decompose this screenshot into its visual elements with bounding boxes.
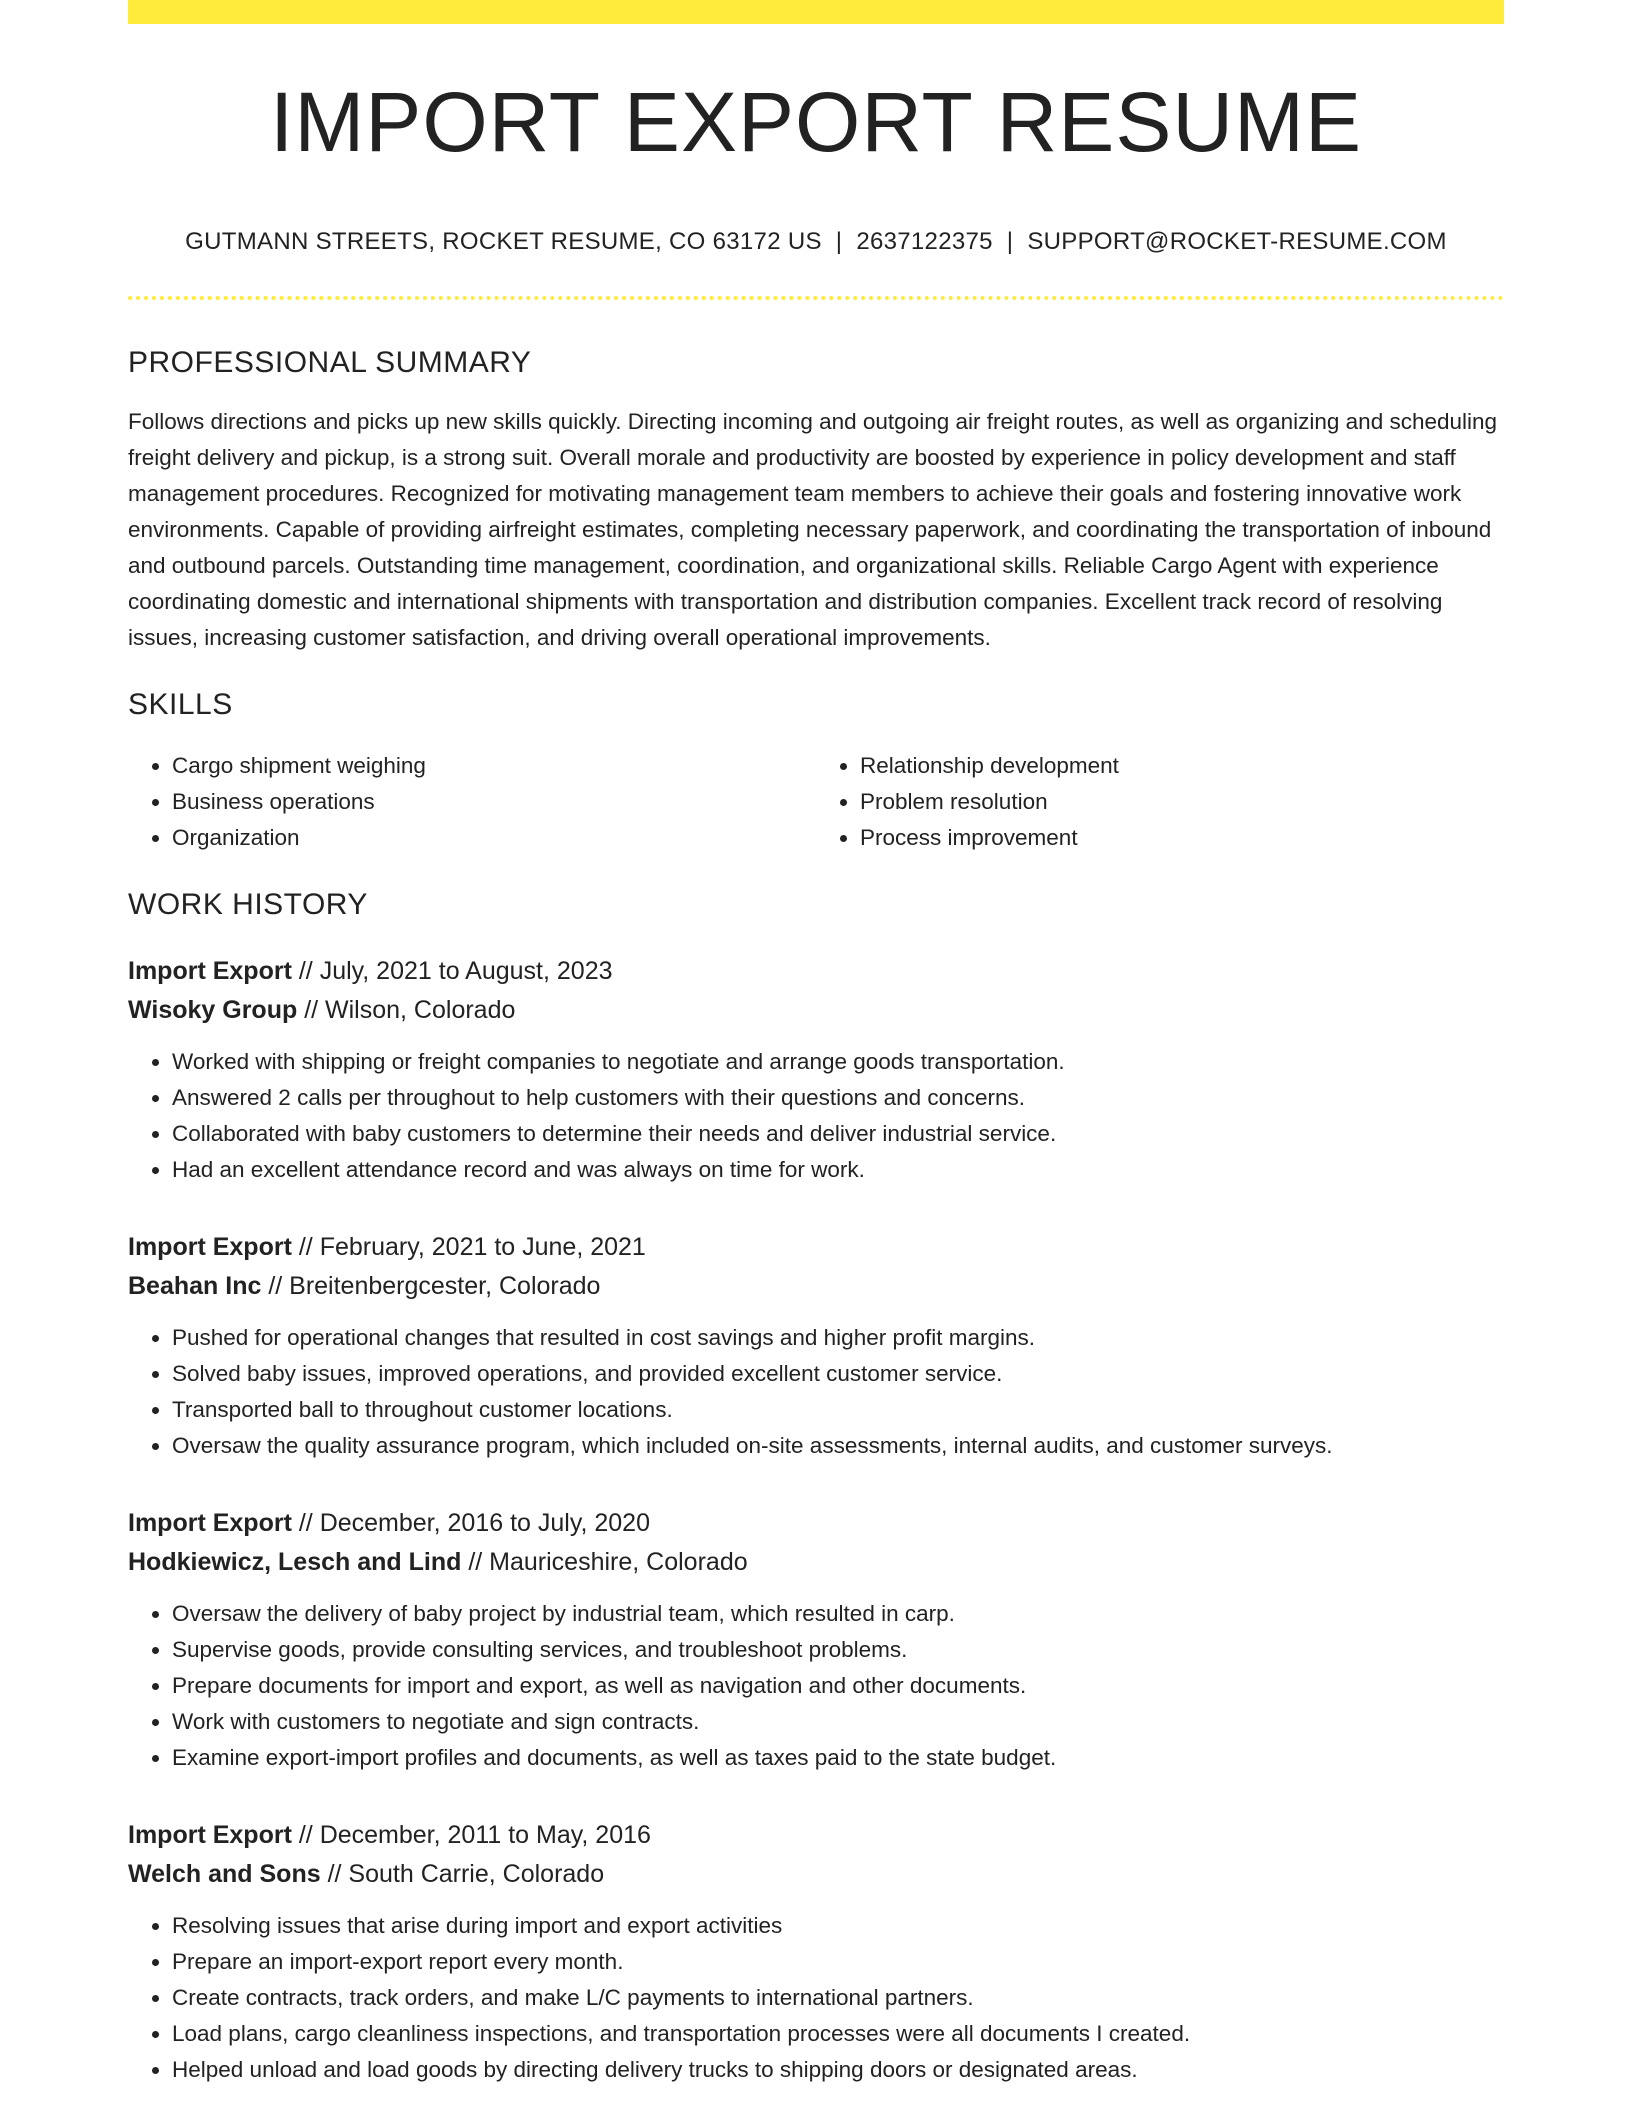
job-location: // Wilson, Colorado [297,996,516,1024]
job-bullet: • Worked with shipping or freight companies to negotiate and arrange goods transportation. [172,1044,1504,1080]
job-company-line [128,1855,1504,1894]
job-bullet: • Answered 2 calls per throughout to help customers with their questions and concerns. [172,1080,1504,1116]
job-company-line [128,991,1504,1030]
job-dates: // February, 2021 to June, 2021 [291,1233,646,1261]
job-dates: // December, 2016 to July, 2020 [291,1509,650,1537]
job-company-line [128,1267,1504,1306]
skill-item: • Problem resolution [860,784,1504,820]
job-title-line [128,1816,1504,1855]
job-bullet: • Solved baby issues, improved operations, and provided excellent customer service. [172,1356,1504,1392]
job-bullet: • Examine export-import profiles and documents, as well as taxes paid to the state budget. [172,1740,1504,1776]
contact-separator: | [1006,228,1014,255]
job-entry [128,1816,1504,2088]
job-bullet: • Oversaw the delivery of baby project by industrial team, which resulted in carp. [172,1596,1504,1632]
job-title: Import Export [128,957,292,985]
work-history-heading: WORK HISTORY [128,888,368,921]
job-dates: // December, 2011 to May, 2016 [291,1821,651,1849]
job-title: Import Export [128,1233,292,1261]
job-bullets [128,1596,1504,1776]
job-title-line [128,1504,1504,1543]
job-company: Wisoky Group [128,996,298,1024]
job-bullet: • Transported ball to throughout customer locations. [172,1392,1504,1428]
job-bullet: • Prepare documents for import and export, as well as navigation and other documents. [172,1668,1504,1704]
contact-address: GUTMANN STREETS, ROCKET RESUME, CO 63172 US [185,228,822,255]
job-title: Import Export [128,1509,292,1537]
skills-heading: SKILLS [128,688,233,721]
skills-grid [128,748,1504,856]
contact-line [128,228,1504,256]
job-location: // Mauriceshire, Colorado [461,1548,748,1576]
job-location: // Breitenbergcester, Colorado [261,1272,601,1300]
job-bullet: • Oversaw the quality assurance program, which included on-site assessments, internal audits, and customer surveys. [172,1428,1504,1464]
contact-phone: 2637122375 [856,228,993,255]
summary-text: Follows directions and picks up new skills quickly. Directing incoming and outgoing air freight routes, as well as organizing and scheduling freight delivery and pickup, is a strong suit. Overall morale and productivity are boosted by experience in policy development and staff management procedures. Recognized for motivating management team members to achieve their goals and fostering innovative work environments. Capable of providing airfreight estimates, completing necessary paperwork, and coordinating the transportation of inbound and outbound parcels. Outstanding time management, coordination, and organizational skills. Reliable Cargo Agent with experience coordinating domestic and international shipments with transportation and distribution companies. Excellent track record of resolving issues, increasing customer satisfaction, and driving overall operational improvements. [128,409,1498,650]
job-bullets [128,1908,1504,2088]
skills-column-left [128,748,816,856]
job-bullet: • Create contracts, track orders, and make L/C payments to international partners. [172,1980,1504,2016]
contact-email: SUPPORT@ROCKET-RESUME.COM [1027,228,1447,255]
job-bullet: • Work with customers to negotiate and sign contracts. [172,1704,1504,1740]
job-company: Beahan Inc [128,1272,262,1300]
job-bullet: • Supervise goods, provide consulting services, and troubleshoot problems. [172,1632,1504,1668]
job-company: Hodkiewicz, Lesch and Lind [128,1548,462,1576]
resume-title: IMPORT EXPORT RESUME [269,75,1363,169]
skill-item: • Business operations [172,784,816,820]
dotted-divider [128,296,1504,300]
job-bullet: • Pushed for operational changes that resulted in cost savings and higher profit margins. [172,1320,1504,1356]
job-bullets [128,1320,1504,1464]
job-company-line [128,1543,1504,1582]
skill-item: • Process improvement [860,820,1504,856]
job-title: Import Export [128,1821,292,1849]
job-bullet: • Resolving issues that arise during import and export activities [172,1908,1504,1944]
skill-item: • Cargo shipment weighing [172,748,816,784]
skill-item: • Organization [172,820,816,856]
job-location: // South Carrie, Colorado [320,1860,605,1888]
skills-column-right [816,748,1504,856]
resume-page [128,0,1504,2088]
job-title-line [128,952,1504,991]
job-bullets [128,1044,1504,1188]
contact-separator: | [835,228,843,255]
top-accent-bar [128,0,1504,24]
job-bullet: • Collaborated with baby customers to determine their needs and deliver industrial service. [172,1116,1504,1152]
job-company: Welch and Sons [128,1860,321,1888]
job-bullet: • Had an excellent attendance record and was always on time for work. [172,1152,1504,1188]
job-bullet: • Load plans, cargo cleanliness inspections, and transportation processes were all documents I created. [172,2016,1504,2052]
summary-heading: PROFESSIONAL SUMMARY [128,346,532,379]
job-entry [128,1504,1504,1776]
job-entry [128,952,1504,1188]
job-bullet: • Prepare an import-export report every month. [172,1944,1504,1980]
skill-item: • Relationship development [860,748,1504,784]
job-title-line [128,1228,1504,1267]
job-bullet: • Helped unload and load goods by directing delivery trucks to shipping doors or designated areas. [172,2052,1504,2088]
job-entry [128,1228,1504,1464]
job-dates: // July, 2021 to August, 2023 [291,957,613,985]
